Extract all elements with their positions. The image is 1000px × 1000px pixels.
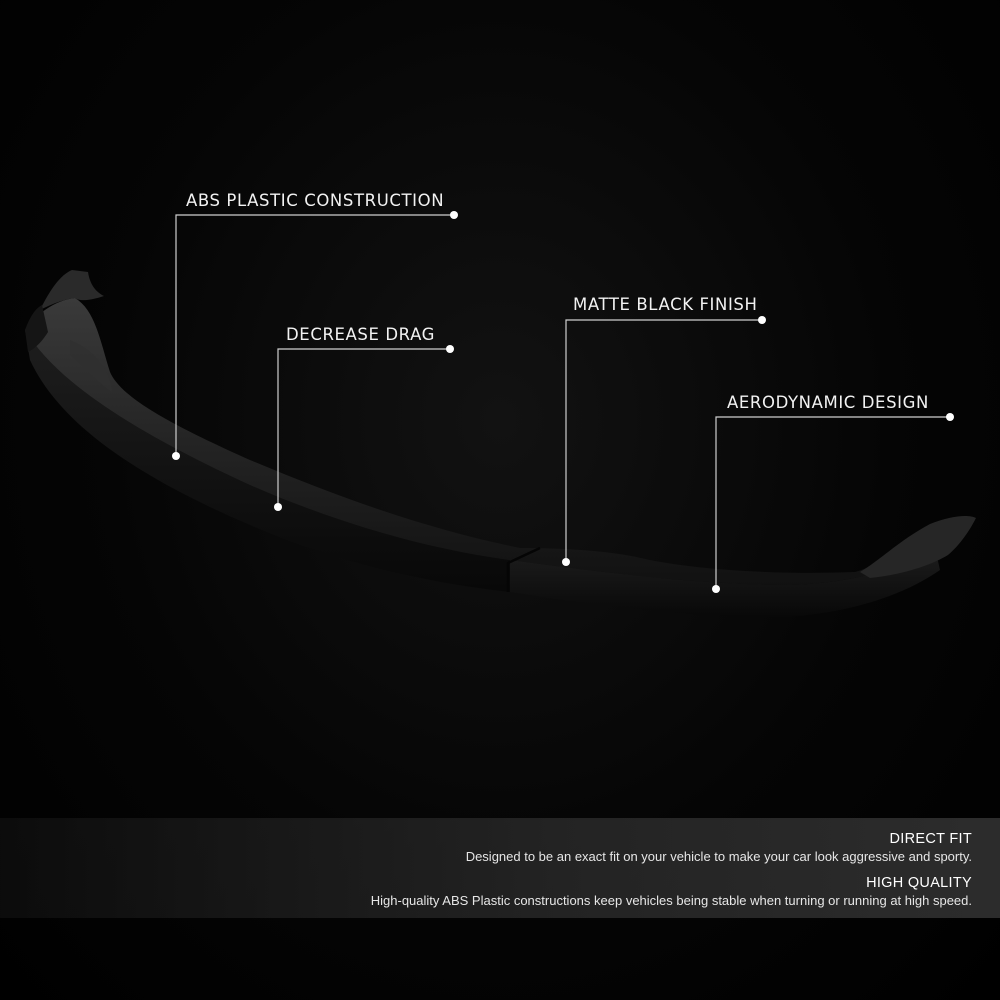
feature-panel (0, 818, 1000, 918)
callout-abs-plastic-construction: ABS PLASTIC CONSTRUCTION (186, 191, 445, 210)
feature-direct-fit (466, 830, 972, 865)
callout-dot (758, 316, 766, 324)
callout-dot (946, 413, 954, 421)
feature-title: DIRECT FIT (889, 831, 972, 847)
callout-dot (712, 585, 720, 593)
feature-description: High-quality ABS Plastic constructions keep vehicles being stable when turning or running at high speed. (370, 893, 972, 908)
lip-top-surface (25, 298, 975, 585)
callout-dot (450, 211, 458, 219)
feature-high-quality (371, 874, 972, 909)
feature-description: Designed to be an exact fit on your vehicle to make your car look aggressive and sporty. (465, 849, 972, 864)
callout-matte-black-finish: MATTE BLACK FINISH (573, 295, 758, 314)
callout-line-matte-finish (566, 320, 762, 562)
callout-aerodynamic-design: AERODYNAMIC DESIGN (727, 393, 929, 412)
callout-dot (172, 452, 180, 460)
feature-title: HIGH QUALITY (866, 875, 972, 891)
callout-decrease-drag: DECREASE DRAG (286, 325, 436, 344)
callout-dot (562, 558, 570, 566)
callout-dot (274, 503, 282, 511)
callout-dot (446, 345, 454, 353)
